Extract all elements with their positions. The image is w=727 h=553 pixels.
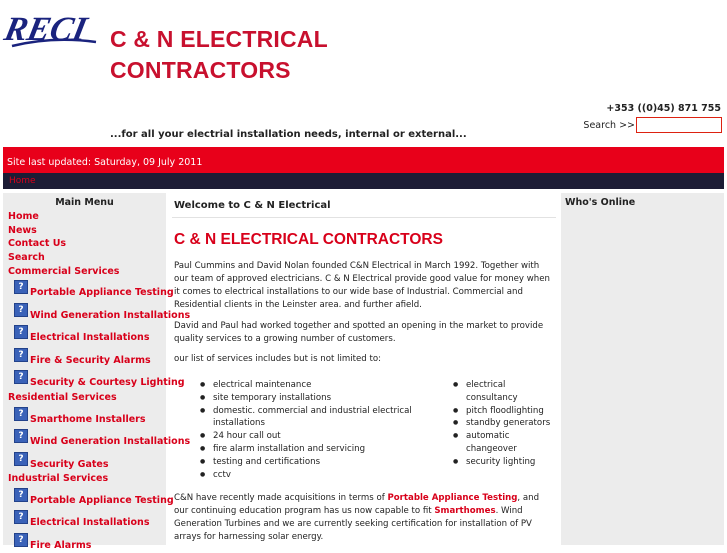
help-icon: ? (14, 280, 28, 294)
menu-search[interactable]: Search (8, 252, 45, 264)
services-list-right (453, 379, 556, 469)
left-sidebar (3, 193, 191, 551)
help-icon: ? (14, 452, 28, 466)
menu-item-label: Electrical Installations (30, 332, 150, 344)
menu-commercial-lighting[interactable] (3, 368, 185, 391)
menu-commercial-services[interactable]: Commercial Services (8, 265, 120, 277)
help-icon: ? (14, 510, 28, 524)
list-item: ● domestic. commercial and industrial electrical installations (200, 405, 412, 431)
menu-item-label: Wind Generation Installations (30, 436, 191, 448)
list-item: ● electrical maintenance (200, 379, 412, 392)
menu-residential-wind[interactable] (3, 427, 191, 450)
logo-text: RECI (1, 10, 91, 48)
tagline: ...for all your electrial installation needs, internal or external... (110, 129, 467, 140)
acquisitions-text-b: , and our continuing education program has us now capable to fit (174, 493, 540, 516)
acquisitions-paragraph (174, 492, 554, 544)
intro-paragraph: Paul Cummins and David Nolan founded C&N Electrical in March 1992. Together with our team of approved electricians. C & N Electrical provide good value for money when it comes to electrical installations to our wide base of Industrial. Commercial and Residential clients in the Leinster area. and further afield. (174, 261, 550, 310)
acquisitions-text-c: . Wind Generation Turbines and we are currently seeking certification for installation of PV arrays for harnessing solar energy. (174, 506, 532, 542)
acquisitions-text-a: C&N have recently made acquisitions in terms of (174, 493, 388, 503)
nav-home-link[interactable]: Home (9, 176, 36, 186)
help-icon: ? (14, 407, 28, 421)
menu-contact-us[interactable]: Contact Us (8, 238, 67, 250)
page-heading: C & N ELECTRICAL CONTRACTORS (174, 231, 443, 248)
menu-residential-gates[interactable] (3, 450, 166, 473)
menu-item-label: Smarthome Installers (30, 413, 146, 425)
menu-commercial-wind[interactable] (3, 301, 191, 324)
list-item: ● 24 hour call out (200, 430, 412, 443)
help-icon: ? (14, 370, 28, 384)
services-intro: our list of services includes but is not limited to: (174, 354, 381, 364)
menu-industrial-fire[interactable] (3, 531, 166, 553)
main-menu-title: Main Menu (55, 197, 114, 208)
menu-industrial-pat[interactable] (3, 486, 174, 509)
menu-item-label: Wind Generation Installations (30, 309, 191, 321)
help-icon: ? (14, 533, 28, 547)
menu-residential-services[interactable]: Residential Services (8, 391, 117, 403)
menu-industrial-services[interactable]: Industrial Services (8, 473, 109, 485)
menu-residential-smarthome[interactable] (3, 405, 166, 428)
menu-item-label: Security Gates (30, 458, 109, 470)
menu-home[interactable]: Home (8, 211, 39, 222)
help-icon: ? (14, 488, 28, 502)
list-item: ● electrical consultancy (453, 379, 556, 405)
search-label: Search >> (583, 120, 635, 131)
help-icon: ? (14, 348, 28, 362)
page-header (0, 0, 727, 145)
menu-commercial-fire-security[interactable] (3, 346, 166, 369)
list-item: ● automatic changeover (453, 430, 556, 456)
services-list-left (200, 379, 412, 481)
site-title-line1: C & N ELECTRICAL (110, 26, 328, 52)
list-item: ● fire alarm installation and servicing (200, 443, 412, 456)
menu-item-label: Portable Appliance Testing (30, 494, 174, 506)
phone-number: +353 ((0)45) 871 755 (606, 103, 721, 114)
main-content (170, 193, 558, 545)
menu-item-label: Security & Courtesy Lighting (30, 377, 185, 389)
welcome-title: Welcome to C & N Electrical (174, 200, 331, 211)
site-title (110, 24, 328, 86)
menu-industrial-electrical[interactable] (3, 508, 166, 531)
menu-commercial-electrical[interactable] (3, 323, 166, 346)
site-title-line2: CONTRACTORS (110, 57, 291, 83)
help-icon: ? (14, 429, 28, 443)
help-icon: ? (14, 325, 28, 339)
menu-item-label: Fire Alarms (30, 539, 92, 551)
site-updated-text: Site last updated: Saturday, 09 July 2011 (7, 157, 203, 168)
menu-item-label: Portable Appliance Testing (30, 287, 174, 299)
search-input[interactable] (636, 117, 722, 133)
menu-commercial-pat[interactable] (3, 278, 174, 301)
list-item: ● standby generators (453, 417, 556, 430)
right-sidebar (561, 193, 724, 545)
status-bar (3, 147, 724, 173)
menu-news[interactable]: News (8, 224, 37, 236)
help-icon: ? (14, 303, 28, 317)
list-item: ● security lighting (453, 456, 556, 469)
divider (172, 217, 556, 218)
reci-logo (1, 6, 100, 58)
list-item: ● pitch floodlighting (453, 405, 556, 418)
history-paragraph: David and Paul had worked together and spotted an opening in the market to provide quality services to a growing number of customers. (174, 321, 544, 344)
menu-item-label: Fire & Security Alarms (30, 354, 151, 366)
list-item: ● site temporary installations (200, 392, 412, 405)
pat-link[interactable]: Portable Appliance Testing (387, 493, 518, 503)
list-item: ● cctv (200, 469, 412, 482)
whos-online-title: Who's Online (565, 197, 636, 208)
list-item: ● testing and certifications (200, 456, 412, 469)
top-nav-bar (3, 173, 724, 189)
smarthomes-link[interactable]: Smarthomes (434, 506, 496, 516)
menu-item-label: Electrical Installations (30, 517, 150, 529)
